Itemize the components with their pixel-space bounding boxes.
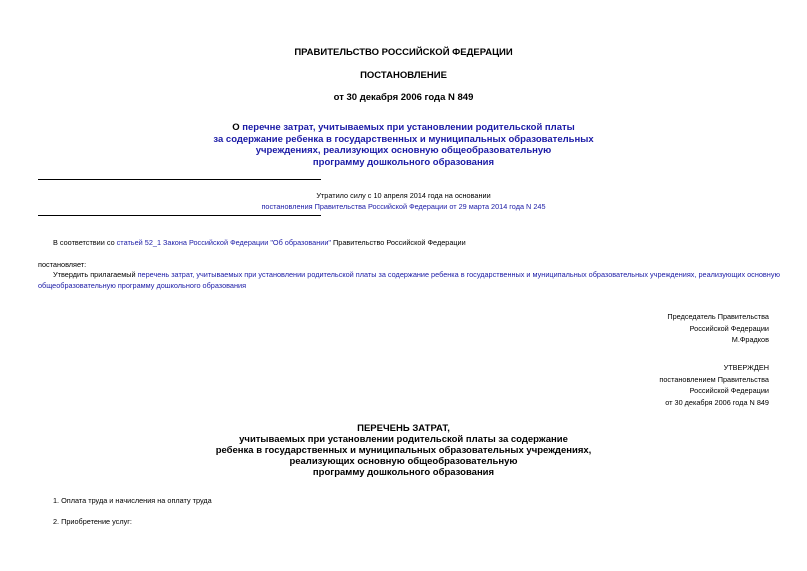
signature-block <box>667 311 769 346</box>
approve-prefix: Утвердить прилагаемый <box>53 270 138 279</box>
preamble-prefix: В соответствии со <box>53 238 117 247</box>
list-title-line-2: учитываемых при установлении родительской платы за содержание <box>239 434 568 445</box>
cost-list-link-line-2[interactable]: общеобразовательную программу дошкольного образования <box>38 281 247 290</box>
title-link-line-1[interactable]: перечне затрат, учитываемых при установлении родительской платы <box>242 122 575 133</box>
document-type: ПОСТАНОВЛЕНИЕ <box>360 70 447 81</box>
title-link-line-3[interactable]: учреждениях, реализующих основную общеобразовательную <box>255 145 552 156</box>
signature-position: Председатель Правительства <box>667 312 769 321</box>
law-article-link[interactable]: статьей 52_1 Закона Российской Федерации "Об образовании" <box>116 238 332 247</box>
title-link-line-4[interactable]: программу дошкольного образования <box>312 156 495 168</box>
list-item: 1. Оплата труда и начисления на оплату труда <box>53 496 212 505</box>
approved-by: постановлением Правительства <box>659 374 769 384</box>
decides-text: постановляет: <box>38 260 87 269</box>
government-title: ПРАВИТЕЛЬСТВО РОССИЙСКОЙ ФЕДЕРАЦИИ <box>294 47 513 58</box>
title-prefix: О <box>232 122 243 133</box>
preamble-suffix: Правительство Российской Федерации <box>331 238 466 247</box>
divider-top <box>38 179 321 180</box>
list-title-line-1: ПЕРЕЧЕНЬ ЗАТРАТ, <box>357 423 450 434</box>
document-date-number: от 30 декабря 2006 года N 849 <box>333 92 474 103</box>
signature-country: Российской Федерации <box>689 323 769 333</box>
preamble-paragraph <box>53 238 466 247</box>
document-title <box>0 122 807 168</box>
list-title-line-5: программу дошкольного образования <box>312 467 495 478</box>
title-link-line-2[interactable]: за содержание ребенка в государственных и муниципальных образовательных <box>213 133 594 145</box>
divider-bottom <box>38 215 321 216</box>
list-title-line-3: ребенка в государственных и муниципальных образовательных учреждениях, <box>215 445 592 456</box>
cost-list-link-line-1[interactable]: перечень затрат, учитываемых при установлении родительской платы за содержание ребенка в государственных и муниципальных образовательных учреждениях, реализующих основную <box>137 270 780 279</box>
list-item: 2. Приобретение услуг: <box>53 517 132 526</box>
approved-block <box>659 362 769 408</box>
status-text: Утратило силу с 10 апреля 2014 года на основании <box>316 191 491 200</box>
list-title <box>0 423 807 478</box>
signature-name: М.Фрадков <box>731 335 769 344</box>
approved-country: Российской Федерации <box>689 386 769 395</box>
approved-heading: УТВЕРЖДЕН <box>723 363 769 372</box>
approved-date: от 30 декабря 2006 года N 849 <box>665 397 769 407</box>
approve-paragraph-line-1 <box>53 270 780 279</box>
list-title-line-4: реализующих основную общеобразовательную <box>289 456 518 467</box>
status-repeal-link[interactable]: постановления Правительства Российской Федерации от 29 марта 2014 года N 245 <box>261 202 546 211</box>
